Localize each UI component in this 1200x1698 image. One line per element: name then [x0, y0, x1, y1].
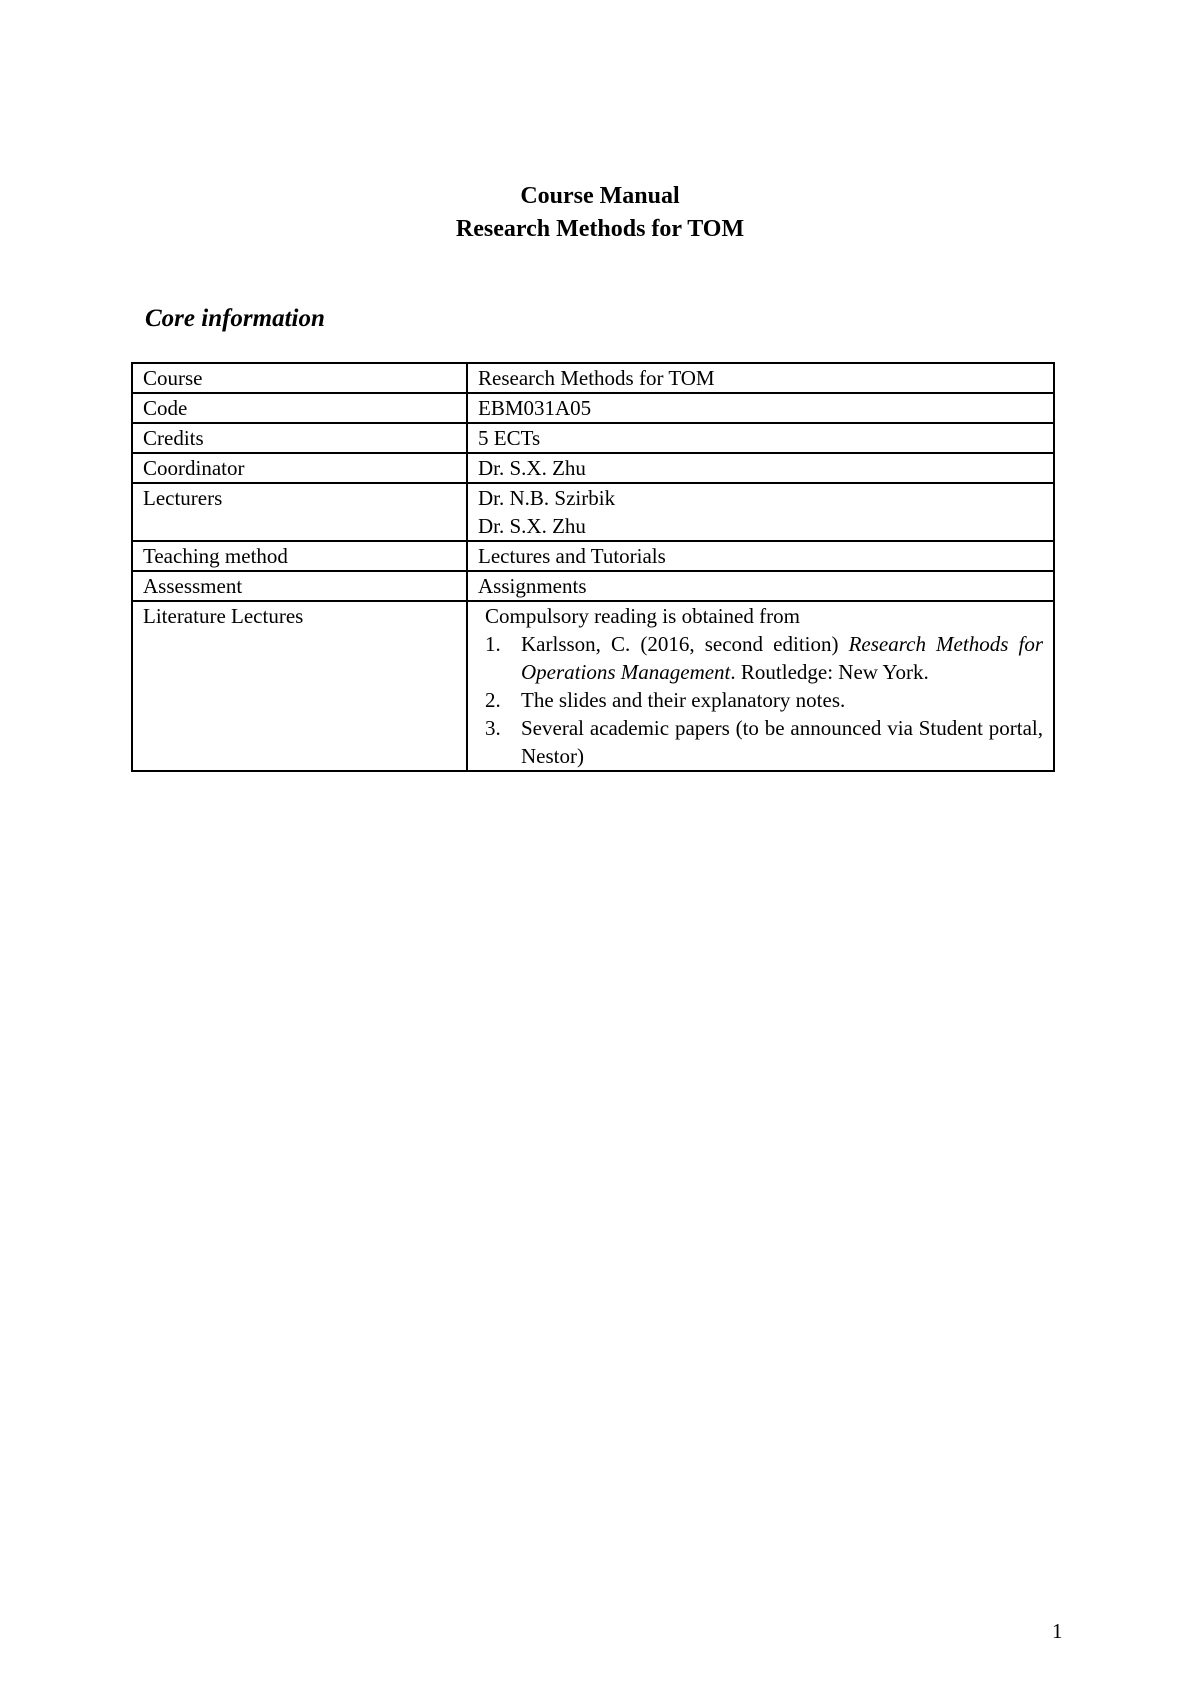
list-text	[521, 630, 1043, 686]
table-row	[132, 423, 1054, 453]
list-number: 2.	[485, 688, 501, 712]
reference-publisher: . Routledge: New York.	[730, 660, 929, 684]
table-row	[132, 601, 1054, 771]
literature-intro: Compulsory reading is obtained from	[485, 604, 800, 628]
row-label-assessment: Assessment	[132, 571, 467, 601]
core-information-table	[131, 362, 1055, 772]
page-number: 1	[1052, 1619, 1063, 1643]
table-row	[132, 363, 1054, 393]
title-line-2: Research Methods for TOM	[455, 216, 745, 242]
table-row	[132, 541, 1054, 571]
list-number: 3.	[485, 716, 501, 740]
row-value-lecturers	[467, 483, 1054, 541]
row-label-literature: Literature Lectures	[132, 601, 467, 771]
row-label-lecturers: Lecturers	[132, 483, 467, 541]
row-label-coordinator: Coordinator	[132, 453, 467, 483]
row-value-credits: 5 ECTs	[467, 423, 1054, 453]
lecturer-name: Dr. S.X. Zhu	[478, 514, 586, 538]
table-row	[132, 393, 1054, 423]
table-row	[132, 483, 1054, 541]
list-text: The slides and their explanatory notes.	[521, 688, 846, 712]
table-row	[132, 571, 1054, 601]
row-label-credits: Credits	[132, 423, 467, 453]
section-heading: Core information	[145, 305, 325, 332]
row-value-assessment: Assignments	[467, 571, 1054, 601]
row-value-course: Research Methods for TOM	[467, 363, 1054, 393]
row-value-teaching-method: Lectures and Tutorials	[467, 541, 1054, 571]
row-label-course: Course	[132, 363, 467, 393]
lecturer-name: Dr. N.B. Szirbik	[478, 486, 616, 510]
list-number: 1.	[485, 632, 501, 656]
row-label-teaching-method: Teaching method	[132, 541, 467, 571]
title-line-1: Course Manual	[520, 183, 680, 209]
list-text: Several academic papers (to be announced via Student portal, Nestor)	[521, 716, 1043, 768]
row-value-literature	[467, 601, 1054, 771]
list-item	[485, 714, 1043, 770]
row-value-code: EBM031A05	[467, 393, 1054, 423]
literature-list	[478, 630, 1043, 770]
list-item	[485, 630, 1043, 686]
reference-author: Karlsson, C. (2016, second edition)	[521, 632, 849, 656]
table-row	[132, 453, 1054, 483]
document-title	[0, 180, 1200, 246]
reference-book-title: Research Methods for Operations Management	[521, 632, 1043, 684]
row-value-coordinator: Dr. S.X. Zhu	[467, 453, 1054, 483]
row-label-code: Code	[132, 393, 467, 423]
list-item	[485, 686, 1043, 714]
